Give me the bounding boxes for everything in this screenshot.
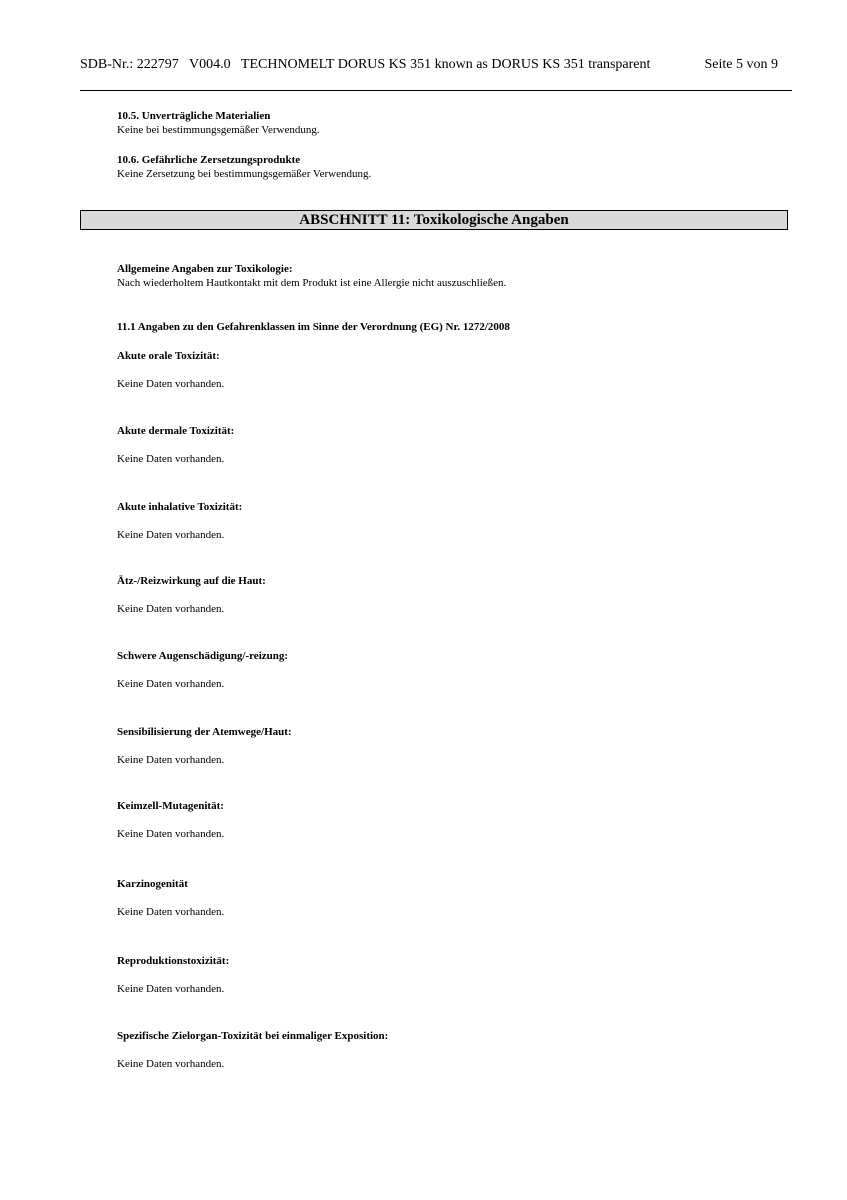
hazard-entry-text: Keine Daten vorhanden. [117, 678, 225, 690]
hazard-entry-label: Akute dermale Toxizität: [117, 425, 235, 437]
hazard-entry-label: Akute orale Toxizität: [117, 350, 220, 362]
section-10-5-text: Keine bei bestimmungsgemäßer Verwendung. [117, 124, 320, 136]
general-toxicology-text: Nach wiederholtem Hautkontakt mit dem Produkt ist eine Allergie nicht auszuschließen. [117, 277, 507, 289]
section-10-5-heading: 10.5. Unverträgliche Materialien [117, 110, 271, 122]
page-header [80, 57, 792, 73]
hazard-entry-label: Ätz-/Reizwirkung auf die Haut: [117, 575, 266, 587]
section-10-6 [117, 153, 371, 181]
hazard-entry-text: Keine Daten vorhanden. [117, 983, 225, 995]
document-info: SDB-Nr.: 222797 V004.0 TECHNOMELT DORUS KS 351 known as DORUS KS 351 transparent [80, 57, 651, 72]
section-11-banner: ABSCHNITT 11: Toxikologische Angaben [80, 210, 788, 230]
hazard-entry-text: Keine Daten vorhanden. [117, 828, 225, 840]
hazard-entry-text: Keine Daten vorhanden. [117, 603, 225, 615]
hazard-entry-label: Reproduktionstoxizität: [117, 955, 230, 967]
hazard-entry-text: Keine Daten vorhanden. [117, 378, 225, 390]
hazard-entry-label: Sensibilisierung der Atemwege/Haut: [117, 726, 292, 738]
hazard-entry-text: Keine Daten vorhanden. [117, 453, 225, 465]
header-divider [80, 90, 792, 91]
section-10-6-text: Keine Zersetzung bei bestimmungsgemäßer Verwendung. [117, 168, 372, 180]
hazard-entry-label: Schwere Augenschädigung/-reizung: [117, 650, 289, 662]
section-10-6-heading: 10.6. Gefährliche Zersetzungsprodukte [117, 154, 301, 166]
general-toxicology [117, 262, 506, 290]
section-10-5 [117, 109, 320, 137]
hazard-entry-label: Keimzell-Mutagenität: [117, 800, 224, 812]
hazard-entry-text: Keine Daten vorhanden. [117, 529, 225, 541]
hazard-entry-text: Keine Daten vorhanden. [117, 754, 225, 766]
hazard-entry-text: Keine Daten vorhanden. [117, 906, 225, 918]
hazard-entry-text: Keine Daten vorhanden. [117, 1058, 225, 1070]
page-number: Seite 5 von 9 [704, 57, 778, 72]
hazard-entry-label: Akute inhalative Toxizität: [117, 501, 243, 513]
hazard-entry-label: Karzinogenität [117, 878, 188, 890]
hazard-entry-label: Spezifische Zielorgan-Toxizität bei einmaliger Exposition: [117, 1030, 389, 1042]
section-11-1-heading: 11.1 Angaben zu den Gefahrenklassen im Sinne der Verordnung (EG) Nr. 1272/2008 [117, 321, 510, 333]
general-toxicology-heading: Allgemeine Angaben zur Toxikologie: [117, 263, 293, 275]
